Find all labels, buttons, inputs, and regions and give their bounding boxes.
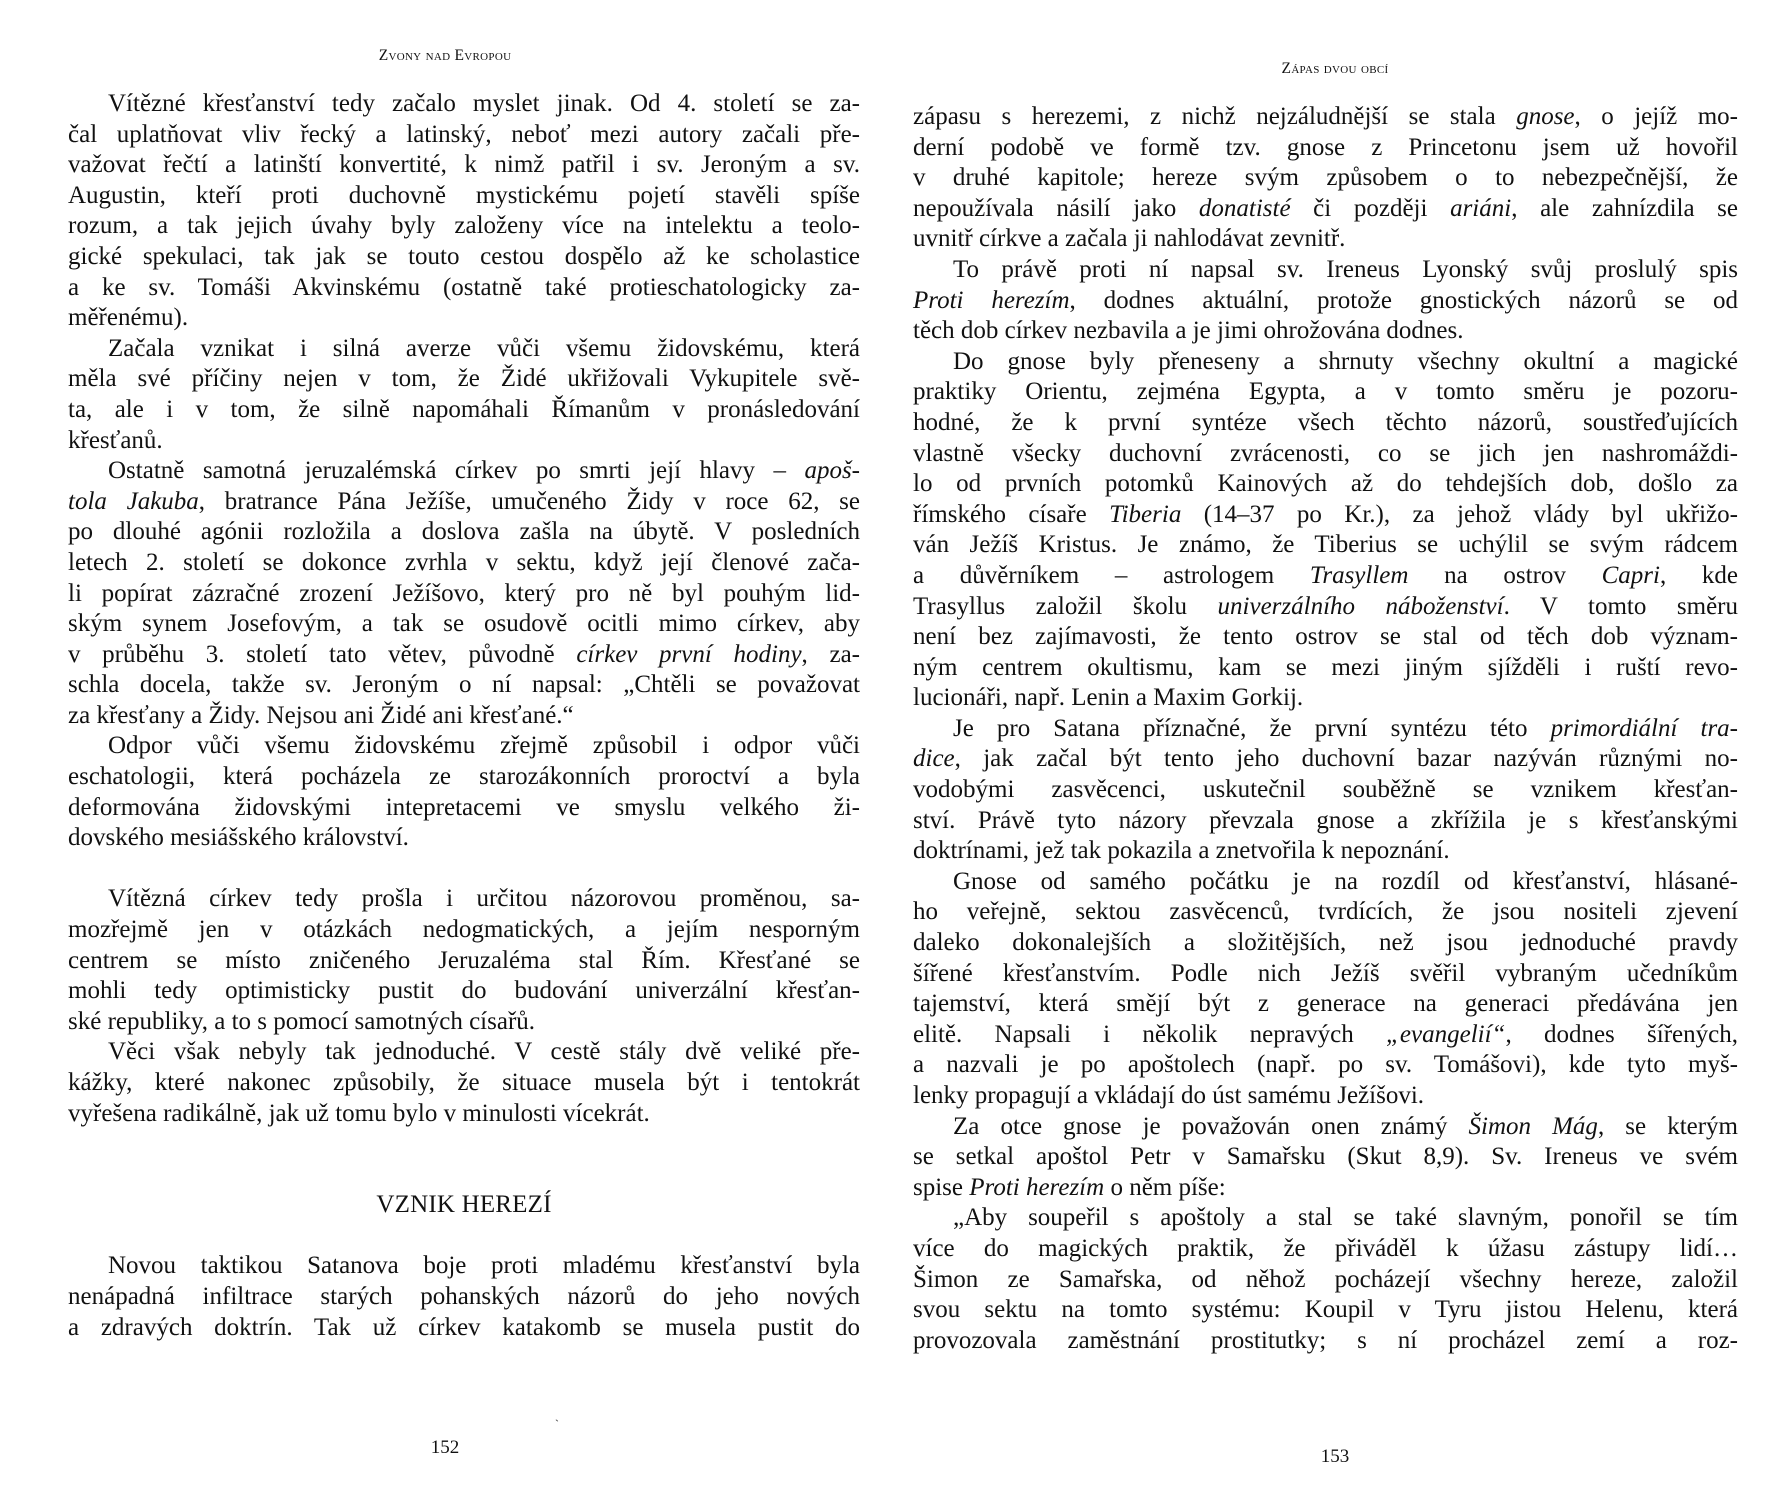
text-run: o něm píše: (1104, 1173, 1226, 1201)
text-run: Je pro Satana příznačné, že první syntézu této (953, 714, 1551, 742)
text-run: mohli tedy optimisticky pustit do budování univerzální křesťan- (68, 977, 860, 1005)
text-line (913, 255, 1738, 286)
text-line (68, 670, 860, 701)
text-line (68, 762, 860, 793)
italic-text: univerzálního náboženství (1217, 592, 1504, 620)
running-head-left: Zvony nad Evropou (378, 47, 512, 64)
text-run: , jak začal být tento jeho duchovní bazar nazýván různými no- (954, 745, 1738, 773)
text-run: provozovala zaměstnání prostitutky; s ní procházel zemí a roz- (913, 1326, 1738, 1354)
text-run: dovského mesiášského království. (68, 824, 409, 852)
italic-text: dice (913, 745, 955, 773)
text-run: , dodnes aktuální, protože gnostických názorů se od (1069, 286, 1738, 314)
text-run: Vítězné křesťanství tedy začalo myslet jinak. Od 4. století se za- (108, 90, 860, 117)
italic-text: tola Jakuba (68, 487, 199, 515)
text-run: . V tomto směru (1503, 592, 1738, 620)
text-run: , dodnes šířených, (1505, 1020, 1738, 1048)
text-run: vlastně všecky duchovní zvrácenosti, co se jich jen nashromáždi- (913, 439, 1738, 467)
text-line (913, 530, 1738, 561)
text-run: schla docela, takže sv. Jeroným o ní napsal: „Chtěli se považovat (68, 671, 860, 699)
text-run: se setkal apoštol Petr v Samařsku (Skut 8,9). Sv. Ireneus ve svém (913, 1143, 1738, 1171)
italic-text: Tiberia (1109, 500, 1182, 528)
italic-text: Trasyllem (1309, 561, 1409, 589)
text-line (68, 823, 860, 854)
text-run: měřenému). (68, 304, 189, 332)
italic-text: Proti herezím (969, 1173, 1105, 1201)
text-line (913, 163, 1738, 194)
text-run: za křesťany a Židy. Nejsou ani Židé ani křesťané.“ (68, 701, 574, 729)
text-run: vodobými zasvěcenci, uskutečnil souběžně se vznikem křesťan- (913, 776, 1738, 804)
text-run: Gnose od samého počátku je na rozdíl od křesťanství, hlásané- (953, 867, 1738, 895)
text-run: (14–37 po Kr.), za jehož vlády byl ukřižo- (1181, 500, 1738, 528)
text-run: VZNIK HEREZÍ (376, 1191, 552, 1219)
text-line (913, 1326, 1738, 1357)
text-run: nenápadná infiltrace starých pohanských názorů do jeho nových (68, 1282, 860, 1310)
text-run: šířené křesťanstvím. Podle nich Ježíš svěřil vybraným učedníkům (913, 959, 1738, 987)
text-line (68, 1037, 860, 1068)
text-line (913, 989, 1738, 1020)
text-run: , za- (801, 640, 860, 668)
text-run: spise (913, 1173, 970, 1201)
text-run: , ale zahnízdila se (1511, 194, 1739, 222)
text-run: Za otce gnose je považován onen známý (953, 1112, 1469, 1140)
running-head-right: Zápas dvou obcí (1281, 60, 1389, 77)
text-line (913, 1112, 1738, 1143)
text-run: lenky propagují a vkládají do úst samému Ježíšovi. (913, 1082, 1425, 1109)
text-line (913, 133, 1738, 164)
text-run: , o jejíž mo- (1574, 103, 1738, 130)
text-line (68, 303, 860, 334)
text-run: hodné, že k první syntéze všech těchto názorů, soustřeďujících (913, 408, 1738, 436)
text-line (913, 867, 1738, 898)
text-run: Ostatně samotná jeruzalémská církev po smrti její hlavy – (108, 457, 805, 485)
text-run: není bez zajímavosti, že tento ostrov se stal od těch dob význam- (913, 623, 1738, 651)
text-line (913, 1020, 1738, 1051)
italic-text: Capri (1601, 561, 1660, 589)
italic-text: ariáni (1450, 194, 1512, 222)
text-run: Augustin, kteří proti duchovně mystickému pojetí stavěli spíše (68, 181, 860, 209)
text-line (913, 775, 1738, 806)
left-page-body (68, 89, 860, 1343)
text-run: deformována židovskými intepretacemi ve smyslu velkého ži- (68, 793, 860, 821)
text-line (68, 89, 860, 120)
text-run: daleko dokonalejších a složitějších, než jsou jednoduché pravdy (913, 929, 1738, 957)
text-line (68, 273, 860, 304)
text-line (913, 1142, 1738, 1173)
text-run: , bratrance Pána Ježíše, umučeného Židy v roce 62, se (198, 487, 860, 515)
italic-text: Šimon Mág (1468, 1112, 1598, 1140)
paragraph-gap (68, 1221, 860, 1252)
text-run: tajemství, která smějí být z generace na generaci předávána jen (913, 990, 1738, 1018)
italic-text: apoš- (804, 457, 860, 485)
text-run: a nazvali je po apoštolech (např. po sv. Tomášovi), kde tyto myš- (913, 1051, 1738, 1079)
text-line (913, 286, 1738, 317)
text-line (913, 1173, 1738, 1204)
text-line (68, 946, 860, 977)
text-line (68, 976, 860, 1007)
text-line (68, 1313, 860, 1344)
text-line (913, 592, 1738, 623)
text-line (913, 1234, 1738, 1265)
text-run: To právě proti ní napsal sv. Ireneus Lyonský svůj proslulý spis (953, 255, 1738, 283)
page-number-left: 152 (430, 1437, 460, 1458)
text-run: derní podobě ve formě tzv. gnose z Princetonu jsem už hovořil (913, 133, 1738, 161)
italic-text: primordiální tra- (1550, 714, 1738, 742)
text-run: a důvěrníkem – astrologem (913, 561, 1310, 589)
text-run: v druhé kapitole; hereze svým způsobem o to nebezpečnější, že (913, 164, 1738, 192)
text-line (913, 806, 1738, 837)
text-run: více do magických praktik, že přiváděl k úžasu zástupy lidí… (913, 1234, 1738, 1262)
text-run: římského císaře (913, 500, 1110, 528)
text-run: nepoužívala násilí jako (913, 194, 1199, 222)
text-line (913, 1050, 1738, 1081)
text-run: zápasu s herezemi, z nichž nejzáludnější se stala (913, 103, 1517, 130)
text-run: svou sektu na tomto systému: Koupil v Tyru jistou Helenu, která (913, 1296, 1738, 1324)
text-line (913, 622, 1738, 653)
text-run: ským synem Josefovým, a tak se osudově ocitli mimo církev, aby (68, 610, 860, 638)
right-page (890, 0, 1780, 1500)
scan-speck: ˏ (555, 1408, 559, 1422)
text-run: Trasyllus založil školu (913, 592, 1218, 620)
text-run: eschatologii, která pocházela ze starozákonních proroctví a byla (68, 763, 860, 791)
text-line (913, 469, 1738, 500)
text-line (913, 959, 1738, 990)
text-line (913, 194, 1738, 225)
text-run: centrem se místo zničeného Jeruzaléma stal Řím. Křesťané se (68, 946, 860, 974)
text-line (68, 640, 860, 671)
text-line (913, 347, 1738, 378)
text-run: Novou taktikou Satanova boje proti mladému křesťanství byla (108, 1252, 860, 1280)
right-page-body (913, 102, 1738, 1356)
text-run: po dlouhé agónii rozložila a doslova zašla na úbytě. V posledních (68, 518, 860, 546)
text-run: Šimon ze Samařska, od něhož pocházejí všechny hereze, založil (913, 1265, 1738, 1293)
text-line (913, 1081, 1738, 1112)
text-run: kážky, které nakonec způsobily, že situace musela být i tentokrát (68, 1069, 860, 1096)
text-line (913, 102, 1738, 133)
text-run: ské republiky, a to s pomocí samotných císařů. (68, 1007, 536, 1035)
text-line (913, 1295, 1738, 1326)
text-line (68, 1251, 860, 1282)
text-run: těch dob církev nezbavila a je jimi ohrožována dodnes. (913, 317, 1464, 345)
text-run: li popírat zázračné zrození Ježíšovo, který pro ně byl pouhým lid- (68, 579, 860, 607)
text-run: ta, ale i v tom, že silně napomáhali Římanům v pronásledování (68, 395, 860, 423)
text-run: ho veřejně, sektou zasvěcenců, tvrdících, že jsou nositeli zjevení (913, 898, 1738, 926)
text-line (913, 500, 1738, 531)
text-run: lo od prvních potomků Kainových až do tehdejších dob, došlo za (913, 470, 1738, 498)
text-line (913, 561, 1738, 592)
text-line (68, 211, 860, 242)
text-line (68, 517, 860, 548)
text-line (68, 1282, 860, 1313)
text-line (913, 1265, 1738, 1296)
text-run: praktiky Orientu, zejména Egypta, a v tomto směru je pozoru- (913, 378, 1738, 406)
text-line (913, 1203, 1738, 1234)
text-run: na ostrov (1408, 561, 1602, 589)
text-line (913, 316, 1738, 347)
text-line (68, 456, 860, 487)
text-run: ným centrem okultismu, kam se mezi jiným sjížděli i ruští revo- (913, 653, 1738, 681)
italic-text: gnose (1516, 103, 1575, 130)
text-run: lucionáři, např. Lenin a Maxim Gorkij. (913, 684, 1304, 712)
text-line (913, 744, 1738, 775)
text-run: Vítězná církev tedy prošla i určitou názorovou proměnou, sa- (108, 885, 860, 913)
text-line (913, 653, 1738, 684)
text-run: v průběhu 3. století tato větev, původně (68, 640, 577, 668)
text-line (68, 181, 860, 212)
text-line (68, 426, 860, 457)
italic-text: Proti herezím (913, 286, 1070, 314)
text-line (68, 609, 860, 640)
text-line (68, 334, 860, 365)
text-line (68, 150, 860, 181)
text-run: doktrínami, jež tak pokazila a znetvořila k nepoznání. (913, 837, 1450, 865)
italic-text: „evangelií“ (1386, 1020, 1506, 1048)
text-line (913, 408, 1738, 439)
text-line (68, 915, 860, 946)
text-run: letech 2. století se dokonce zvrhla v sektu, když její členové zača- (68, 548, 860, 576)
text-line (913, 897, 1738, 928)
text-line (68, 701, 860, 732)
text-line (68, 731, 860, 762)
text-line (68, 120, 860, 151)
paragraph-gap (68, 854, 860, 885)
text-line (913, 439, 1738, 470)
page-number-right: 153 (1320, 1446, 1350, 1467)
text-run: vyřešena radikálně, jak už tomu bylo v minulosti vícekrát. (68, 1099, 650, 1127)
text-line (913, 836, 1738, 867)
text-run: Do gnose byly přeneseny a shrnuty všechny okultní a magické (953, 347, 1738, 375)
italic-text: donatisté (1198, 194, 1291, 222)
text-run: , kde (1659, 561, 1738, 589)
text-line (68, 1068, 860, 1099)
text-line (68, 579, 860, 610)
section-heading (68, 1190, 860, 1221)
text-run: a ke sv. Tomáši Akvinskému (ostatně také protieschatologicky za- (68, 273, 860, 301)
text-run: rozum, a tak jejich úvahy byly založeny více na intelektu a teolo- (68, 212, 860, 240)
text-run: či později (1290, 194, 1451, 222)
text-line (68, 884, 860, 915)
text-run: čal uplatňovat vliv řecký a latinský, neboť mezi autory začali pře- (68, 120, 860, 148)
text-run: gické spekulaci, tak jak se touto cestou dospělo až ke scholastice (68, 242, 860, 270)
text-line (913, 683, 1738, 714)
text-run: „Aby soupeřil s apoštoly a stal se také slavným, ponořil se tím (953, 1204, 1738, 1232)
italic-text: církev první hodiny (576, 640, 802, 668)
text-line (68, 487, 860, 518)
text-line (68, 242, 860, 273)
text-line (68, 1099, 860, 1130)
text-run: a zdravých doktrín. Tak už církev katakomb se musela pustit do (68, 1313, 860, 1341)
text-run: ství. Právě tyto názory převzala gnose a zkřížila je s křesťanskými (913, 806, 1738, 834)
text-line (913, 714, 1738, 745)
text-line (68, 793, 860, 824)
text-line (913, 224, 1738, 255)
text-run: Začala vznikat i silná averze vůči všemu židovskému, která (108, 334, 860, 362)
text-run: měla své příčiny nejen v tom, že Židé ukřižovali Vykupitele svě- (68, 365, 860, 393)
text-run: Věci však nebyly tak jednoduché. V cestě stály dvě veliké pře- (108, 1038, 860, 1066)
text-line (68, 395, 860, 426)
text-line (68, 1007, 860, 1038)
text-run: uvnitř církve a začala ji nahlodávat zevnitř. (913, 225, 1346, 253)
section-gap (68, 1129, 860, 1190)
text-run: mozřejmě jen v otázkách nedogmatických, a jejím nesporným (68, 916, 860, 944)
text-run: ván Ježíš Kristus. Je známo, že Tiberius se uchýlil se svým rádcem (913, 531, 1738, 559)
text-run: elitě. Napsali i několik nepravých (913, 1020, 1387, 1048)
text-line (68, 548, 860, 579)
text-line (913, 377, 1738, 408)
text-run: křesťanů. (68, 426, 163, 454)
text-line (68, 364, 860, 395)
text-run: važovat řečtí a latinští konvertité, k nimž patřil i sv. Jeroným a sv. (68, 151, 860, 179)
text-run: , se kterým (1597, 1112, 1739, 1140)
text-run: Odpor vůči všemu židovskému zřejmě způsobil i odpor vůči (108, 732, 860, 760)
text-line (913, 928, 1738, 959)
